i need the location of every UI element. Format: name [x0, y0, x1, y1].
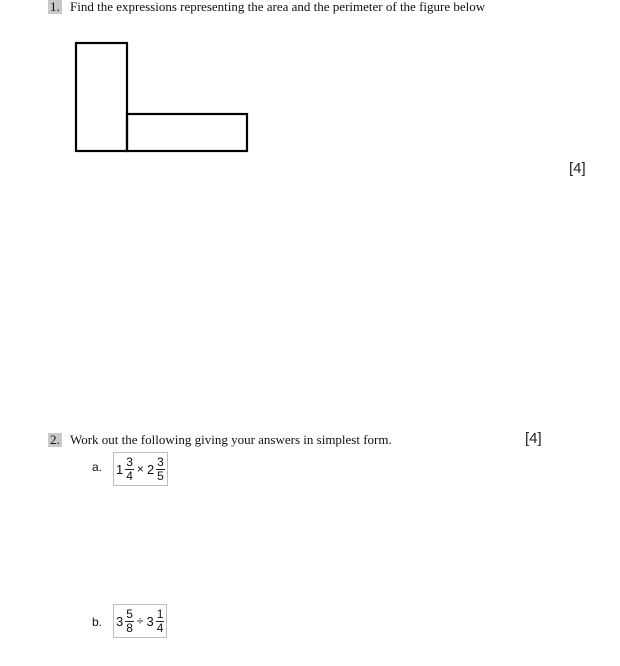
term1-whole: 1 — [116, 461, 124, 477]
question-2-marks: [4] — [525, 430, 542, 447]
l-shape-figure — [74, 41, 252, 155]
term2-fraction — [156, 608, 165, 635]
question-1-number: 1. — [50, 0, 60, 14]
term1-denominator: 8 — [126, 620, 133, 635]
question-1-marks: [4] — [569, 160, 586, 177]
part-b-label: b. — [92, 615, 103, 629]
divide-operator: ÷ — [136, 614, 144, 628]
part-b-expression — [113, 604, 167, 638]
term2-denominator: 5 — [157, 468, 164, 483]
term2-whole: 2 — [146, 461, 155, 477]
term1-denominator: 4 — [126, 468, 133, 483]
term1-fraction — [125, 608, 134, 635]
term2-numerator: 3 — [157, 454, 164, 469]
vertical-rectangle — [76, 43, 127, 151]
term2-denominator: 4 — [156, 620, 164, 635]
horizontal-rectangle — [127, 114, 247, 151]
question-2-number: 2. — [50, 432, 60, 447]
term2-numerator: 1 — [156, 606, 164, 621]
term1-whole: 3 — [116, 613, 124, 629]
term1-numerator: 3 — [126, 454, 133, 469]
multiply-operator: × — [136, 462, 144, 476]
question-1-text: Find the expressions representing the area and the perimeter of the figure below — [70, 0, 486, 14]
term1-numerator: 5 — [126, 606, 133, 621]
part-a-expression — [113, 452, 168, 486]
question-2-text: Work out the following giving your answers in simplest form. — [70, 432, 392, 447]
term1-fraction — [125, 456, 134, 483]
term2-fraction — [156, 456, 165, 483]
term2-whole: 3 — [146, 613, 154, 629]
part-a-label: a. — [92, 460, 103, 474]
